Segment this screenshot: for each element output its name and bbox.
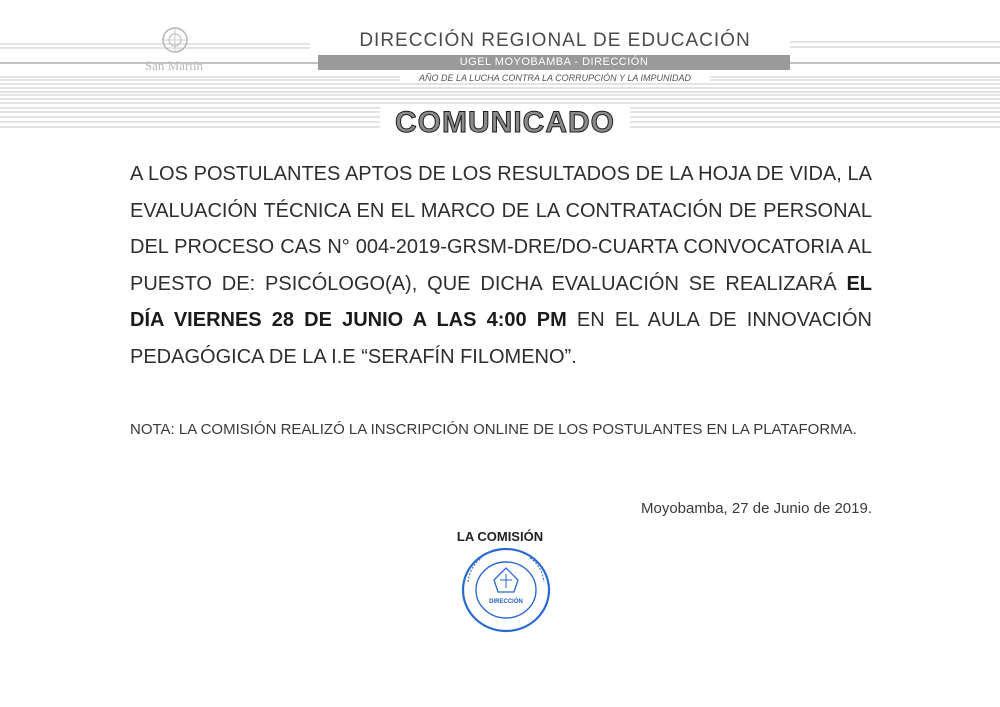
announcement-body — [130, 156, 872, 375]
note-text: NOTA: LA COMISIÓN REALIZÓ LA INSCRIPCIÓN ONLINE DE LOS POSTULANTES EN LA PLATAFORMA. — [130, 421, 857, 438]
stamp-center-text: DIRECCIÓN — [489, 599, 523, 605]
body-text-part2: EN EL AULA DE INNOVACIÓN PEDAGÓGICA DE LA I.E “SERAFÍN FILOMENO”. — [130, 309, 872, 368]
document-title: COMUNICADO — [380, 106, 630, 140]
body-text-highlight: EL DÍA VIERNES 28 DE JUNIO A LAS 4:00 PM — [130, 272, 872, 331]
date-line: Moyobamba, 27 de Junio de 2019. — [641, 500, 872, 517]
logo-text: San Martín — [144, 58, 204, 73]
body-text-part1: A LOS POSTULANTES APTOS DE LOS RESULTADOS DE LA HOJA DE VIDA, LA EVALUACIÓN TÉCNICA EN EL MARCO DE LA CONTRATACIÓN DE PERSONAL DEL PROCESO CAS N° 004-2019-GRSM-DRE/DO-CUARTA CONVOCATORIA AL PUESTO DE: PSICÓLOGO(A), QUE DICHA EVALUACIÓN SE REALIZARÁ — [130, 163, 872, 295]
signature-label: LA COMISIÓN — [456, 529, 544, 544]
header-subtitle-bar: UGEL MOYOBAMBA - DIRECCIÓN — [318, 55, 790, 70]
header-title: DIRECCIÓN REGIONAL DE EDUCACIÓN — [320, 30, 790, 52]
header-motto: AÑO DE LA LUCHA CONTRA LA CORRUPCIÓN Y LA IMPUNIDAD — [400, 73, 710, 83]
coat-of-arms-logo — [130, 24, 220, 86]
official-stamp — [460, 546, 552, 634]
